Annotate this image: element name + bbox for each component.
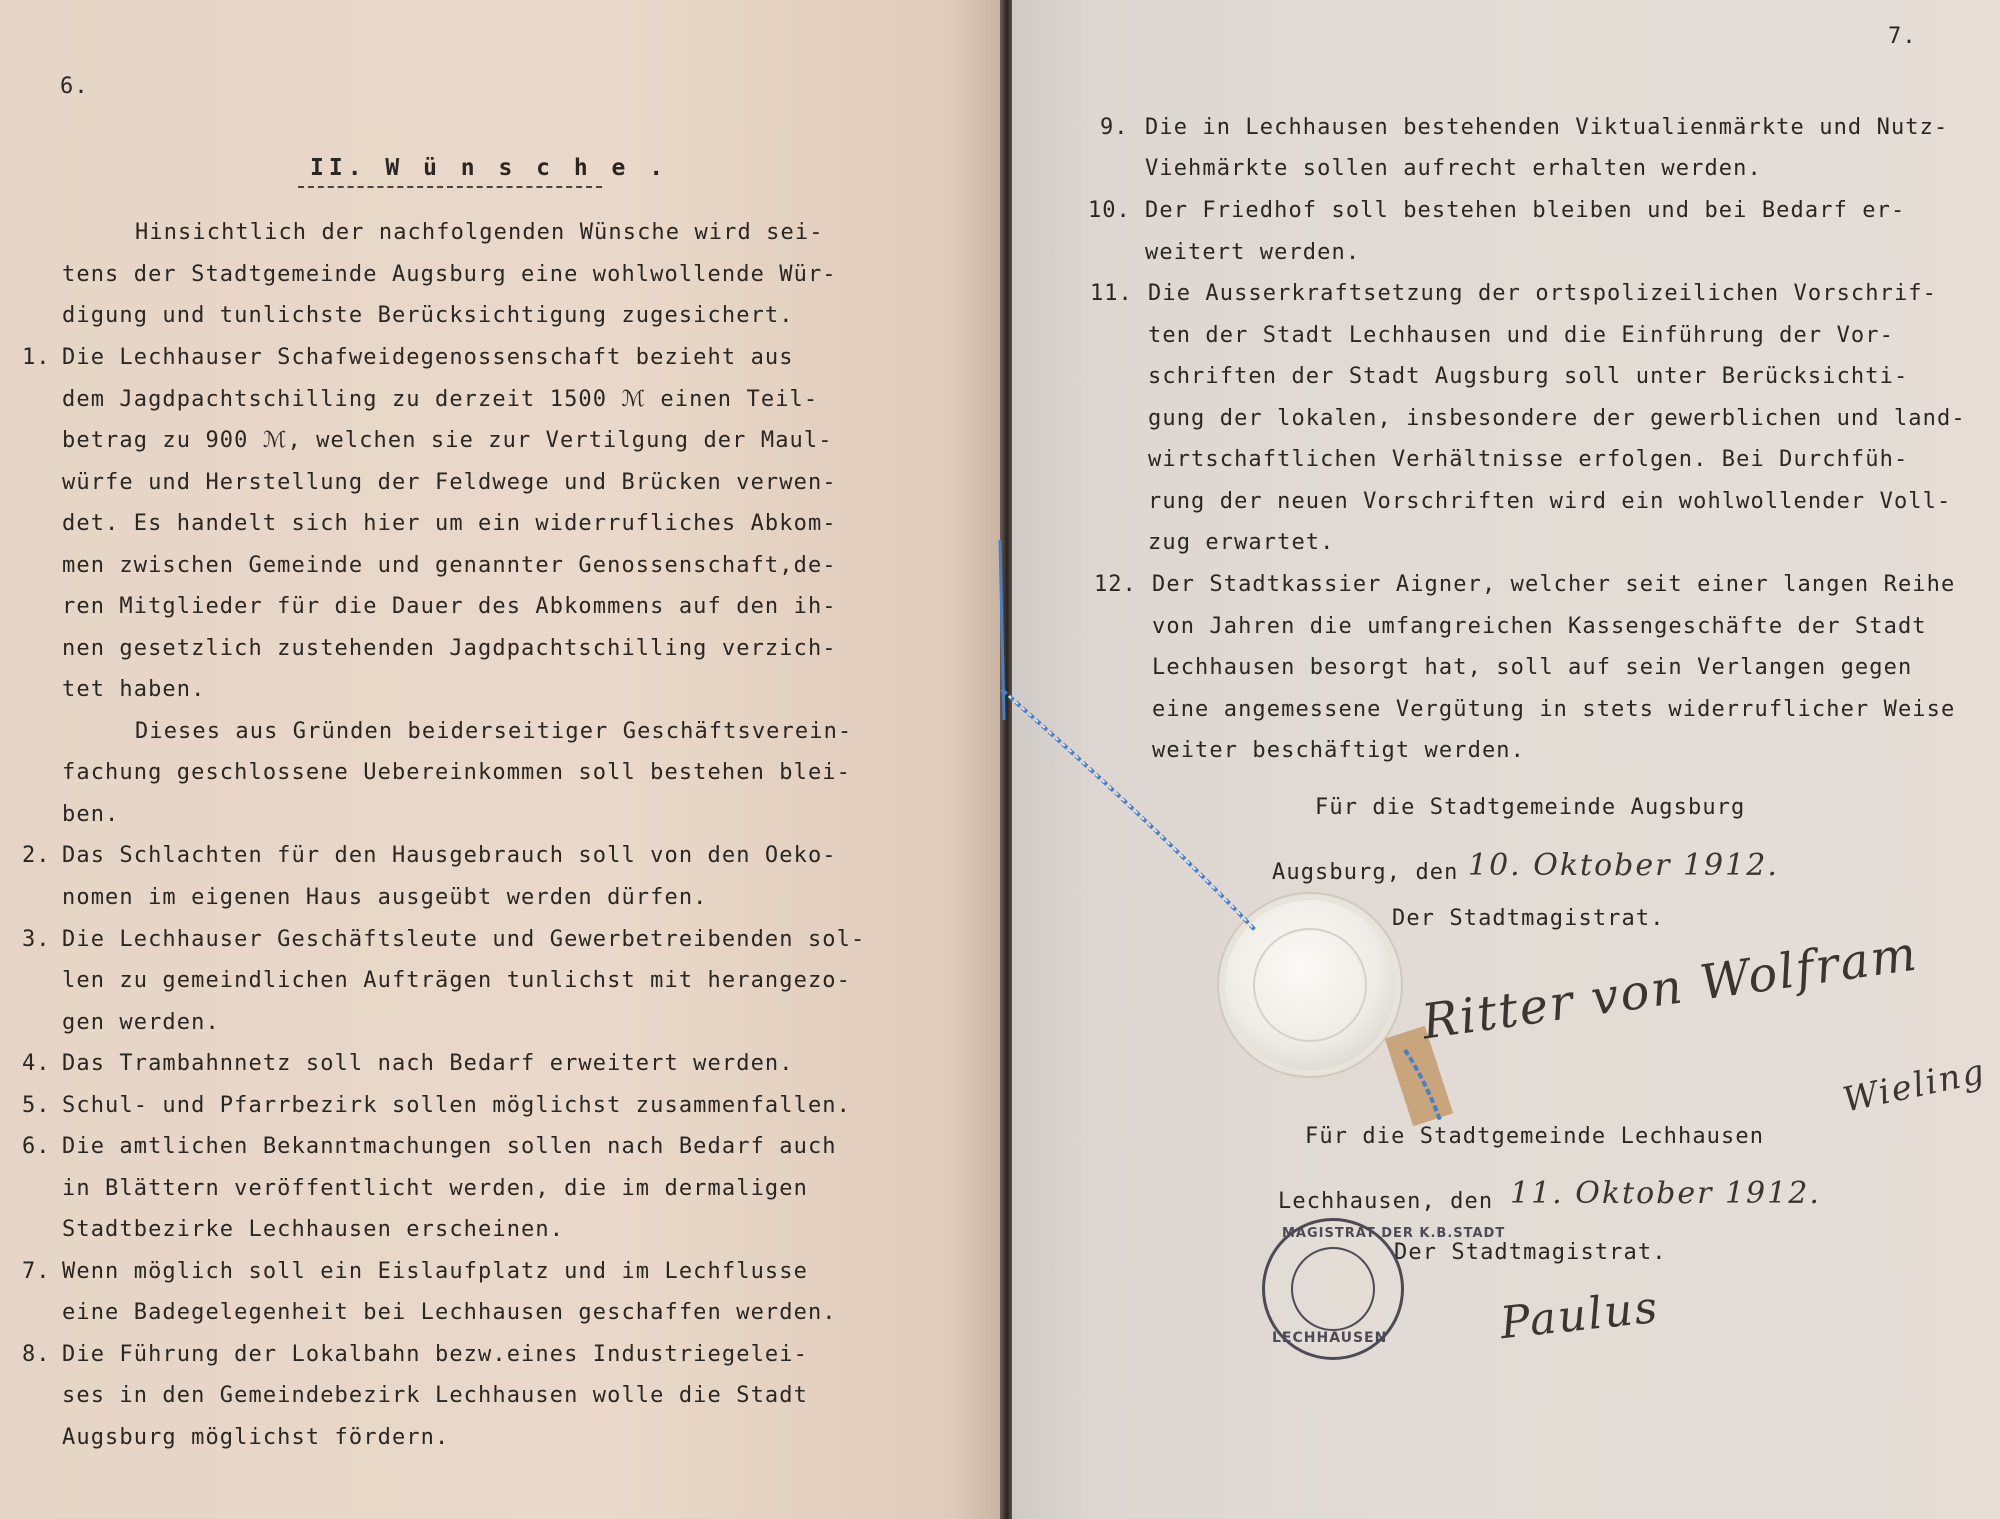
item-number: 8. xyxy=(22,1342,51,1367)
signature-heading-lechhausen: Für die Stadtgemeinde Lechhausen xyxy=(1305,1124,1765,1149)
signature: Paulus xyxy=(1497,1281,1662,1350)
section-heading: II. W ü n s c h e . xyxy=(310,155,669,181)
item-line: Stadtbezirke Lechhausen erscheinen. xyxy=(62,1217,565,1242)
item-line: tet haben. xyxy=(62,677,206,702)
item-line: von Jahren die umfangreichen Kassengeschäfte der Stadt xyxy=(1152,614,1927,639)
item-line: dem Jagdpachtschilling zu derzeit 1500 ℳ einen Teil- xyxy=(62,387,819,412)
item-line: Das Trambahnnetz soll nach Bedarf erweitert werden. xyxy=(62,1051,794,1076)
signature-heading-augsburg: Für die Stadtgemeinde Augsburg xyxy=(1315,795,1746,820)
item-line: Die Lechhauser Geschäftsleute und Gewerbetreibenden sol- xyxy=(62,927,866,952)
item-number: 12. xyxy=(1094,572,1137,597)
item-line: Der Friedhof soll bestehen bleiben und bei Bedarf er- xyxy=(1145,198,1906,223)
item-line: fachung geschlossene Uebereinkommen soll bestehen blei- xyxy=(62,760,851,785)
item-line: in Blättern veröffentlicht werden, die im dermaligen xyxy=(62,1176,808,1201)
item-line: betrag zu 900 ℳ, welchen sie zur Vertilgung der Maul- xyxy=(62,428,833,453)
intro-line: Hinsichtlich der nachfolgenden Wünsche wird sei- xyxy=(135,220,824,245)
item-line: Augsburg möglichst fördern. xyxy=(62,1425,450,1450)
handwritten-date: 10. Oktober 1912. xyxy=(1468,848,1779,883)
place-date-prefix: Augsburg, den xyxy=(1272,860,1459,885)
item-line: rung der neuen Vorschriften wird ein wohlwollender Voll- xyxy=(1148,489,1952,514)
item-line: gen werden. xyxy=(62,1010,220,1035)
intro-line: tens der Stadtgemeinde Augsburg eine wohlwollende Wür- xyxy=(62,262,837,287)
item-line: nomen im eigenen Haus ausgeübt werden dürfen. xyxy=(62,885,708,910)
authority-label: Der Stadtmagistrat. xyxy=(1392,906,1665,931)
item-line: würfe und Herstellung der Feldwege und Brücken verwen- xyxy=(62,470,837,495)
authority-label: Der Stadtmagistrat. xyxy=(1394,1240,1667,1265)
item-number: 10. xyxy=(1088,198,1131,223)
item-line: men zwischen Gemeinde und genannter Genossenschaft,de- xyxy=(62,553,837,578)
item-line: Der Stadtkassier Aigner, welcher seit einer langen Reihe xyxy=(1152,572,1956,597)
item-line: Das Schlachten für den Hausgebrauch soll von den Oeko- xyxy=(62,843,837,868)
item-line: Wenn möglich soll ein Eislaufplatz und im Lechflusse xyxy=(62,1259,808,1284)
item-number: 4. xyxy=(22,1051,51,1076)
item-number: 2. xyxy=(22,843,51,868)
item-line: eine Badegelegenheit bei Lechhausen geschaffen werden. xyxy=(62,1300,837,1325)
handwritten-date: 11. Oktober 1912. xyxy=(1510,1176,1821,1211)
item-line: zug erwartet. xyxy=(1148,530,1335,555)
item-line: nen gesetzlich zustehenden Jagdpachtschilling verzich- xyxy=(62,636,837,661)
item-line: Die Führung der Lokalbahn bezw.eines Industriegelei- xyxy=(62,1342,808,1367)
item-line: Die Lechhauser Schafweidegenossenschaft bezieht aus xyxy=(62,345,794,370)
item-number: 7. xyxy=(22,1259,51,1284)
item-line: Die amtlichen Bekanntmachungen sollen nach Bedarf auch xyxy=(62,1134,837,1159)
item-line: Schul- und Pfarrbezirk sollen möglichst zusammenfallen. xyxy=(62,1093,851,1118)
signature: Ritter von Wolfram xyxy=(1418,925,1922,1051)
item-line: Dieses aus Gründen beiderseitiger Geschäftsverein- xyxy=(135,719,853,744)
item-number: 6. xyxy=(22,1134,51,1159)
margin-initials: Wieling xyxy=(1839,1051,1990,1121)
item-line: weitert werden. xyxy=(1145,240,1361,265)
item-line: gung der lokalen, insbesondere der gewerblichen und land- xyxy=(1148,406,1966,431)
item-line: det. Es handelt sich hier um ein widerrufliches Abkom- xyxy=(62,511,837,536)
item-number: 3. xyxy=(22,927,51,952)
item-line: ren Mitglieder für die Dauer des Abkommens auf den ih- xyxy=(62,594,837,619)
stamp-text: MAGISTRAT DER K.B.STADT xyxy=(1282,1226,1506,1241)
item-line: len zu gemeindlichen Aufträgen tunlichst mit herangezo- xyxy=(62,968,851,993)
page-number-right: 7. xyxy=(1888,24,1917,49)
item-line: Lechhausen besorgt hat, soll auf sein Verlangen gegen xyxy=(1152,655,1913,680)
item-line: eine angemessene Vergütung in stets widerruflicher Weise xyxy=(1152,697,1956,722)
stamp-text: LECHHAUSEN xyxy=(1272,1330,1388,1346)
intro-line: digung und tunlichste Berücksichtigung zugesichert. xyxy=(62,303,794,328)
item-line: weiter beschäftigt werden. xyxy=(1152,738,1525,763)
item-line: Die Ausserkraftsetzung der ortspolizeilichen Vorschrif- xyxy=(1148,281,1937,306)
item-line: ben. xyxy=(62,802,120,827)
page-number-left: 6. xyxy=(60,74,89,99)
item-number: 11. xyxy=(1090,281,1133,306)
item-line: ten der Stadt Lechhausen und die Einführung der Vor- xyxy=(1148,323,1894,348)
item-number: 9. xyxy=(1100,115,1129,140)
item-line: wirtschaftlichen Verhältnisse erfolgen. Bei Durchfüh- xyxy=(1148,447,1909,472)
place-date-prefix: Lechhausen, den xyxy=(1278,1189,1494,1214)
item-line: schriften der Stadt Augsburg soll unter Berücksichti- xyxy=(1148,364,1909,389)
item-line: Viehmärkte sollen aufrecht erhalten werden. xyxy=(1145,156,1762,181)
item-number: 1. xyxy=(22,345,51,370)
item-line: Die in Lechhausen bestehenden Viktualienmärkte und Nutz- xyxy=(1145,115,1949,140)
item-line: ses in den Gemeindebezirk Lechhausen wolle die Stadt xyxy=(62,1383,808,1408)
item-number: 5. xyxy=(22,1093,51,1118)
